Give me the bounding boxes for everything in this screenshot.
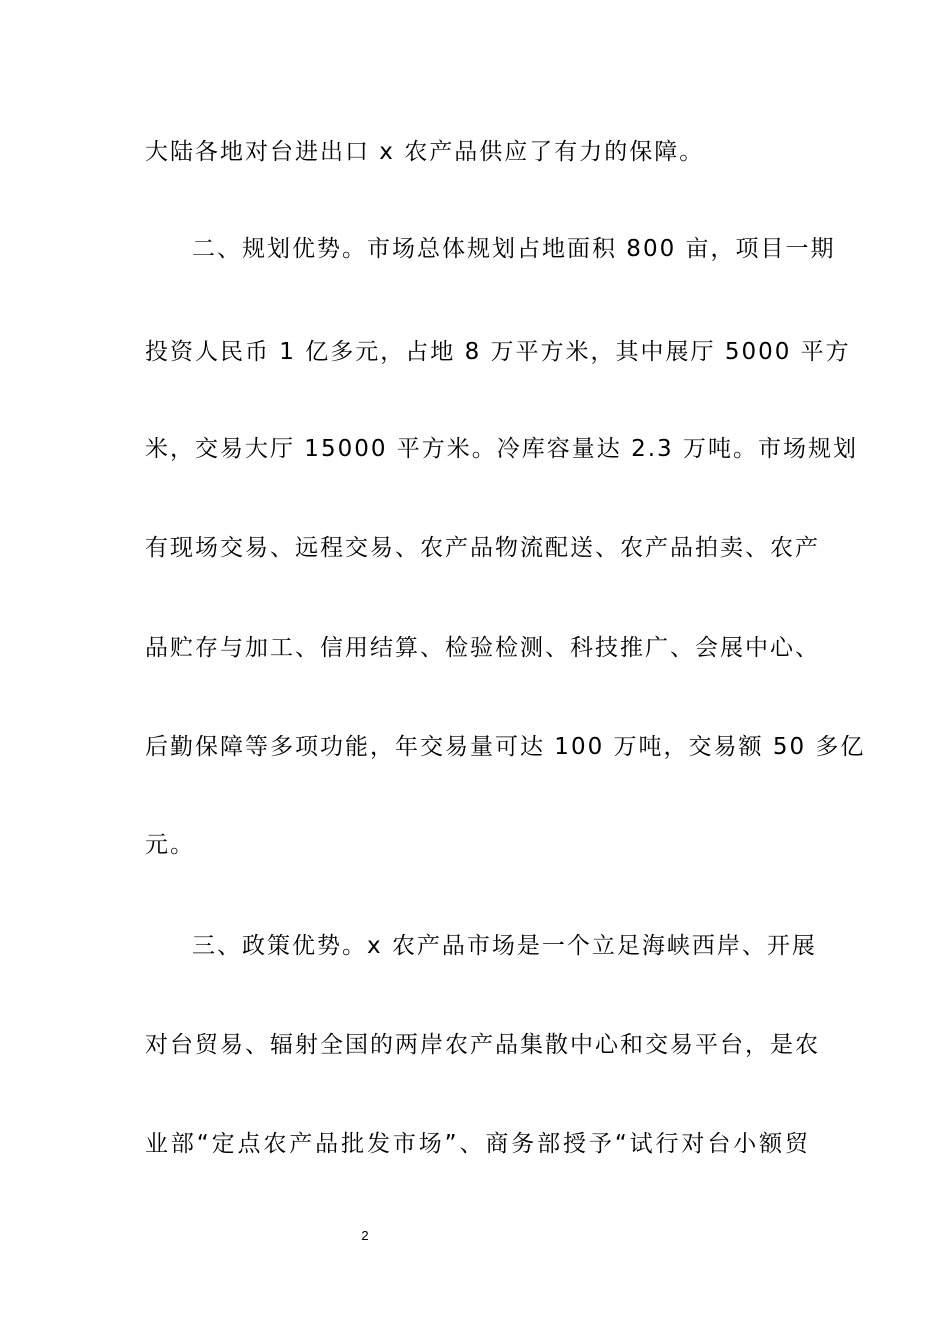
text-line: 米，交易大厅 15000 平方米。冷库容量达 2.3 万吨。市场规划 [145, 436, 858, 462]
text-line: 后勤保障等多项功能，年交易量可达 100 万吨，交易额 50 多亿 [145, 734, 866, 760]
text-line: 品贮存与加工、信用结算、检验检测、科技推广、会展中心、 [145, 635, 820, 661]
text-line: 对台贸易、辐射全国的两岸农产品集散中心和交易平台，是农 [145, 1032, 820, 1058]
text-line: 有现场交易、远程交易、农产品物流配送、农产品拍卖、农产 [145, 535, 820, 561]
page-number: 2 [361, 1228, 369, 1243]
text-line: 元。 [145, 832, 195, 858]
text-line: 投资人民币 1 亿多元，占地 8 万平方米，其中展厅 5000 平方 [145, 339, 851, 365]
text-line: 大陆各地对台进出口 x 农产品供应了有力的保障。 [145, 139, 705, 165]
paragraph-heading-line: 三、政策优势。x 农产品市场是一个立足海峡西岸、开展 [192, 933, 817, 959]
text-line: 业部“定点农产品批发市场”、商务部授予“试行对台小额贸 [145, 1131, 810, 1157]
paragraph-heading-line: 二、规划优势。市场总体规划占地面积 800 亩，项目一期 [192, 236, 836, 262]
